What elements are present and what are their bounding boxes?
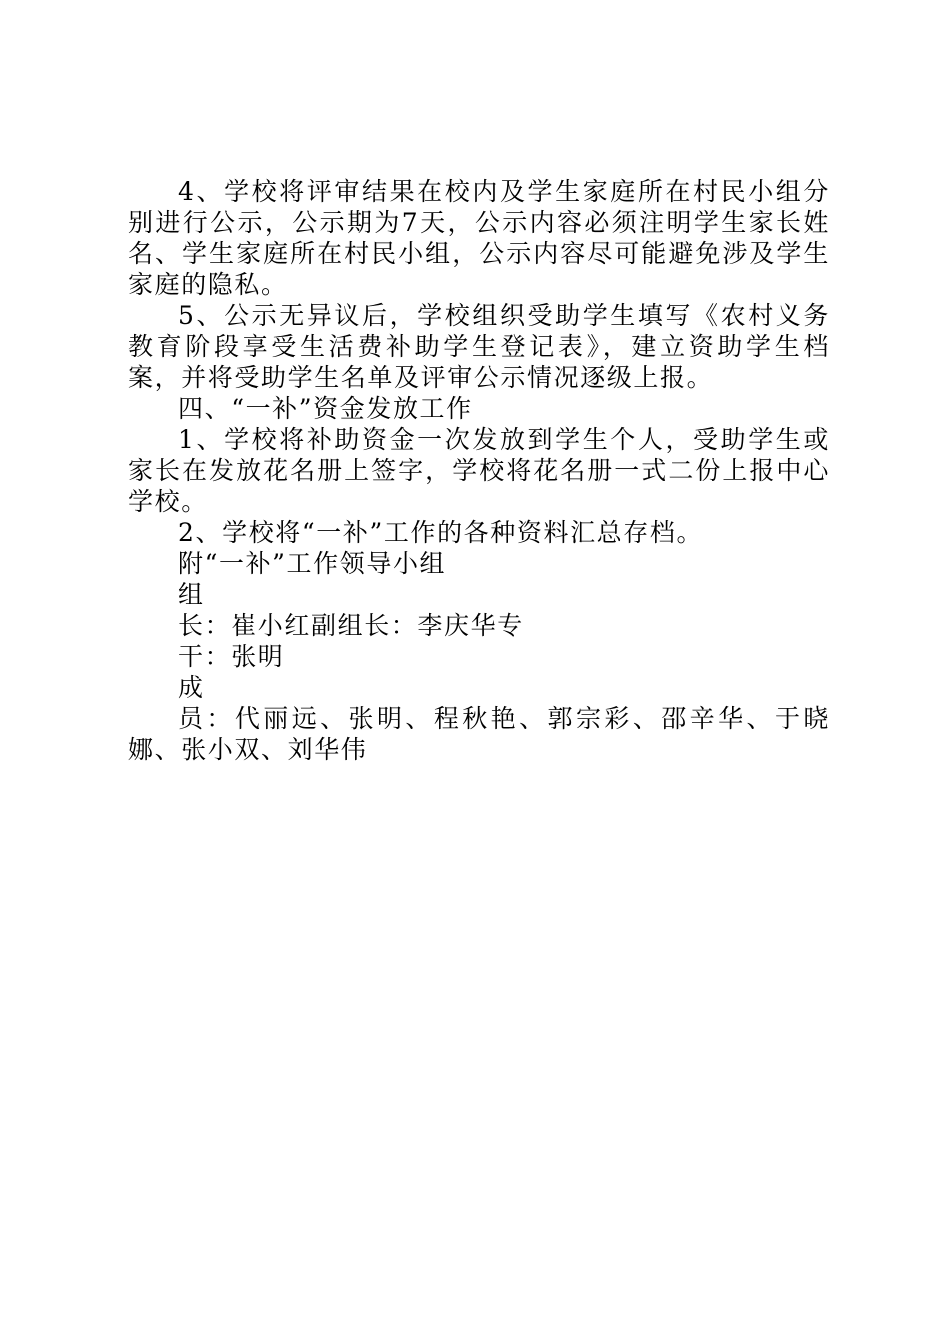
document-body — [128, 176, 830, 765]
leadership-line-members: 员：代丽远、张明、程秋艳、郭宗彩、邵辛华、于晓娜、张小双、刘华伟 — [128, 704, 830, 764]
appendix-leadership-group-title: 附“一补”工作领导小组 — [178, 549, 447, 578]
leadership-line-staff: 干：张明 — [178, 642, 285, 671]
leadership-line-group: 组 — [178, 580, 205, 609]
paragraph-item5-registration: 5、公示无异议后，学校组织受助学生填写《农村义务教育阶段享受生活费补助学生登记表》，建立资助学生档案，并将受助学生名单及评审公示情况逐级上报。 — [128, 301, 830, 392]
paragraph-distribution-item2: 2、学校将“一补”工作的各种资料汇总存档。 — [178, 518, 704, 547]
paragraph-distribution-item1: 1、学校将补助资金一次发放到学生个人，受助学生或家长在发放花名册上签字，学校将花名册一式二份上报中心学校。 — [128, 425, 830, 516]
leadership-line-members-label: 成 — [178, 673, 205, 702]
leadership-line-leaders: 长：崔小红副组长：李庆华专 — [178, 611, 524, 640]
paragraph-item4-publicity: 4、学校将评审结果在校内及学生家庭所在村民小组分别进行公示，公示期为7天，公示内容必须注明学生家长姓名、学生家庭所在村民小组，公示内容尽可能避免涉及学生家庭的隐私。 — [128, 177, 830, 299]
section-heading-fund-distribution: 四、“一补”资金发放工作 — [178, 394, 473, 423]
